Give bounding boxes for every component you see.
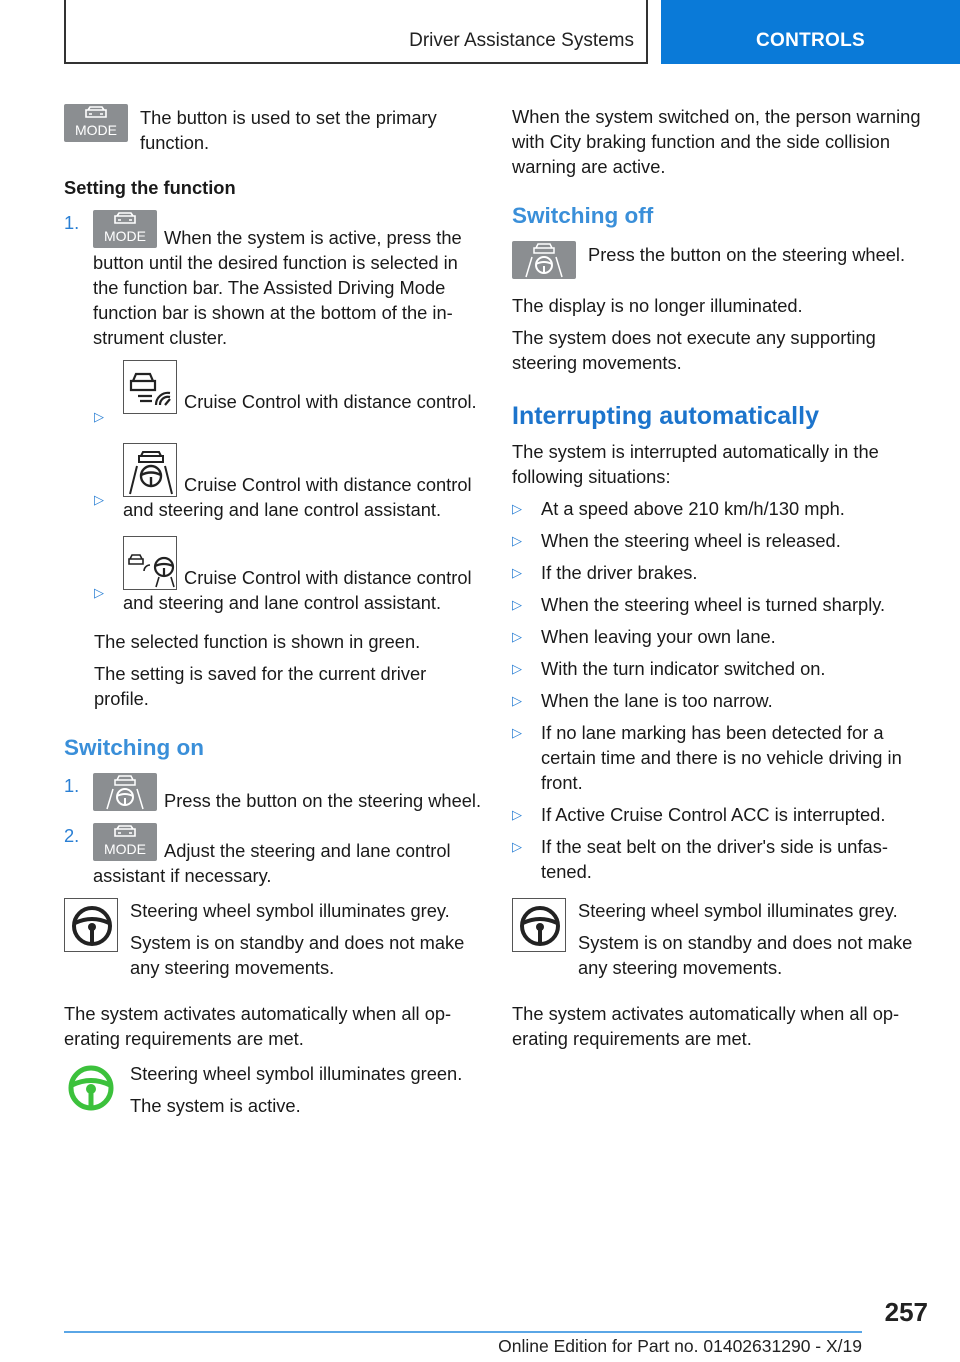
steering-wheel-grey-icon — [512, 898, 566, 952]
function-option-text: Cruise Control with distance control and steering and lane control assistant. — [123, 567, 472, 613]
bullet-marker: ▷ — [512, 725, 522, 740]
switching-off-heading: Switching off — [512, 203, 654, 228]
bullet-marker: ▷ — [512, 533, 522, 548]
bullet-marker: ▷ — [512, 501, 522, 516]
list-item: ▷ At a speed above 210 km/h/130 mph. — [512, 498, 845, 519]
bullet-marker: ▷ — [512, 807, 522, 822]
selected-green-text: The selected function is shown in green. — [94, 631, 421, 652]
switch-on-step-2 — [64, 823, 482, 888]
mode-button-icon — [93, 210, 157, 248]
green-indicator-row — [64, 1061, 482, 1125]
mode-button-icon — [64, 104, 128, 142]
function-option-text: Cruise Control with distance control. — [184, 391, 477, 412]
list-item: ▷ If no lane marking has been detected for a certain time and there is no vehicle driving in front. — [512, 722, 902, 793]
mode-intro-text: The button is used to set the primary function. — [140, 107, 437, 153]
svg-text:MODE: MODE — [104, 228, 146, 244]
interrupt-intro-text: The system is interrupted automatically in the following situations: — [512, 441, 879, 487]
bullet-marker: ▷ — [512, 565, 522, 580]
list-item: ▷ When the lane is too narrow. — [512, 690, 773, 711]
bullet-marker: ▷ — [512, 661, 522, 676]
list-item: ▷ When leaving your own lane. — [512, 626, 776, 647]
switch-off-no-support-text: The system does not execute any supporting steering movements. — [512, 327, 876, 373]
interrupting-heading: Interrupting automatically — [512, 402, 819, 430]
setting-heading: Setting the function — [64, 177, 236, 198]
grey-indicator-line-2: System is on standby and does not make any steering movements. — [130, 932, 465, 978]
steering-wheel-button-icon — [93, 773, 157, 811]
green-indicator-line-2: The system is active. — [130, 1095, 301, 1116]
green-indicator-line-1: Steering wheel symbol illuminates green. — [130, 1063, 463, 1084]
setting-saved-text: The setting is saved for the current driver profile. — [94, 663, 427, 709]
switch-off-display-text: The display is no longer illuminated. — [512, 295, 803, 316]
step-1-text: When the system is active, press the button until the desired function is selected in the function bar. The Assisted Driving Mode function bar is shown at the bottom of the instrument cluster. — [93, 227, 462, 348]
list-item: ▷ If the driver brakes. — [512, 562, 698, 583]
step-number: 1. — [64, 775, 80, 796]
steering-wheel-green-icon — [64, 1061, 118, 1115]
steering-wheel-grey-icon — [64, 898, 118, 952]
bullet-marker: ▷ — [94, 585, 104, 600]
left-column — [64, 104, 482, 1139]
grey-indicator-line-1: Steering wheel symbol illuminates grey. — [578, 900, 898, 921]
list-item: ▷ When the steering wheel is turned sharply. — [512, 594, 886, 615]
switch-on-step-1 — [64, 773, 482, 813]
activates-text: The system activates automatically when all operating requirements are met. — [64, 1003, 452, 1049]
grey-indicator-row — [512, 898, 932, 987]
right-column — [512, 104, 932, 1058]
bullet-marker: ▷ — [512, 839, 522, 854]
page-number: 257 — [884, 1297, 928, 1327]
switch-off-row — [512, 241, 932, 279]
header-section-title: Driver Assistance Systems — [409, 30, 634, 51]
step-number: 2. — [64, 825, 80, 846]
bullet-marker: ▷ — [94, 409, 104, 424]
svg-text:MODE: MODE — [75, 122, 117, 138]
list-item: ▷ When the steering wheel is released. — [512, 530, 841, 551]
list-item: ▷ If Active Cruise Control ACC is interrupted. — [512, 804, 886, 825]
step-number: 1. — [64, 212, 80, 233]
cruise-steering-icon — [123, 443, 177, 497]
list-item: ▷ If the seat belt on the driver's side is unfastened. — [512, 836, 888, 882]
svg-text:MODE: MODE — [104, 841, 146, 857]
function-option-text: Cruise Control with distance control and steering and lane control assistant. — [123, 474, 472, 520]
bullet-marker: ▷ — [94, 492, 104, 507]
cruise-distance-icon — [123, 360, 177, 414]
interrupt-situations-list — [512, 496, 932, 884]
setting-step-1 — [64, 210, 482, 350]
bullet-marker: ▷ — [512, 693, 522, 708]
grey-indicator-row — [64, 898, 482, 987]
grey-indicator-line-1: Steering wheel symbol illuminates grey. — [130, 900, 450, 921]
footer-rule — [64, 1331, 862, 1333]
activates-text: The system activates automatically when all operating requirements are met. — [512, 1003, 900, 1049]
steering-wheel-button-icon — [512, 241, 576, 279]
header-section-box — [64, 0, 648, 64]
header-chapter-tab — [661, 0, 960, 64]
mode-intro-row — [64, 104, 482, 155]
mode-button-icon — [93, 823, 157, 861]
header-chapter-title: CONTROLS — [755, 30, 865, 51]
list-item: ▷ With the turn indicator switched on. — [512, 658, 826, 679]
switching-on-heading: Switching on — [64, 735, 204, 760]
function-option-acc-steering-alt — [94, 536, 482, 615]
switch-on-step-2-text: Adjust the steering and lane control assistant if necessary. — [93, 840, 451, 886]
switch-on-step-1-text: Press the button on the steering wheel. — [164, 790, 482, 811]
function-option-acc-steering — [94, 443, 482, 522]
bullet-marker: ▷ — [512, 629, 522, 644]
footer-edition: Online Edition for Part no. 01402631290 - X/19 — [498, 1336, 862, 1356]
grey-indicator-line-2: System is on standby and does not make any steering movements. — [578, 932, 913, 978]
switched-on-text: When the system switched on, the person warning with City braking function and the side collision warning are active. — [512, 106, 921, 177]
bullet-marker: ▷ — [512, 597, 522, 612]
cruise-steering-alt-icon — [123, 536, 177, 590]
switch-off-press-text: Press the button on the steering wheel. — [588, 244, 906, 265]
function-option-acc — [94, 360, 482, 429]
